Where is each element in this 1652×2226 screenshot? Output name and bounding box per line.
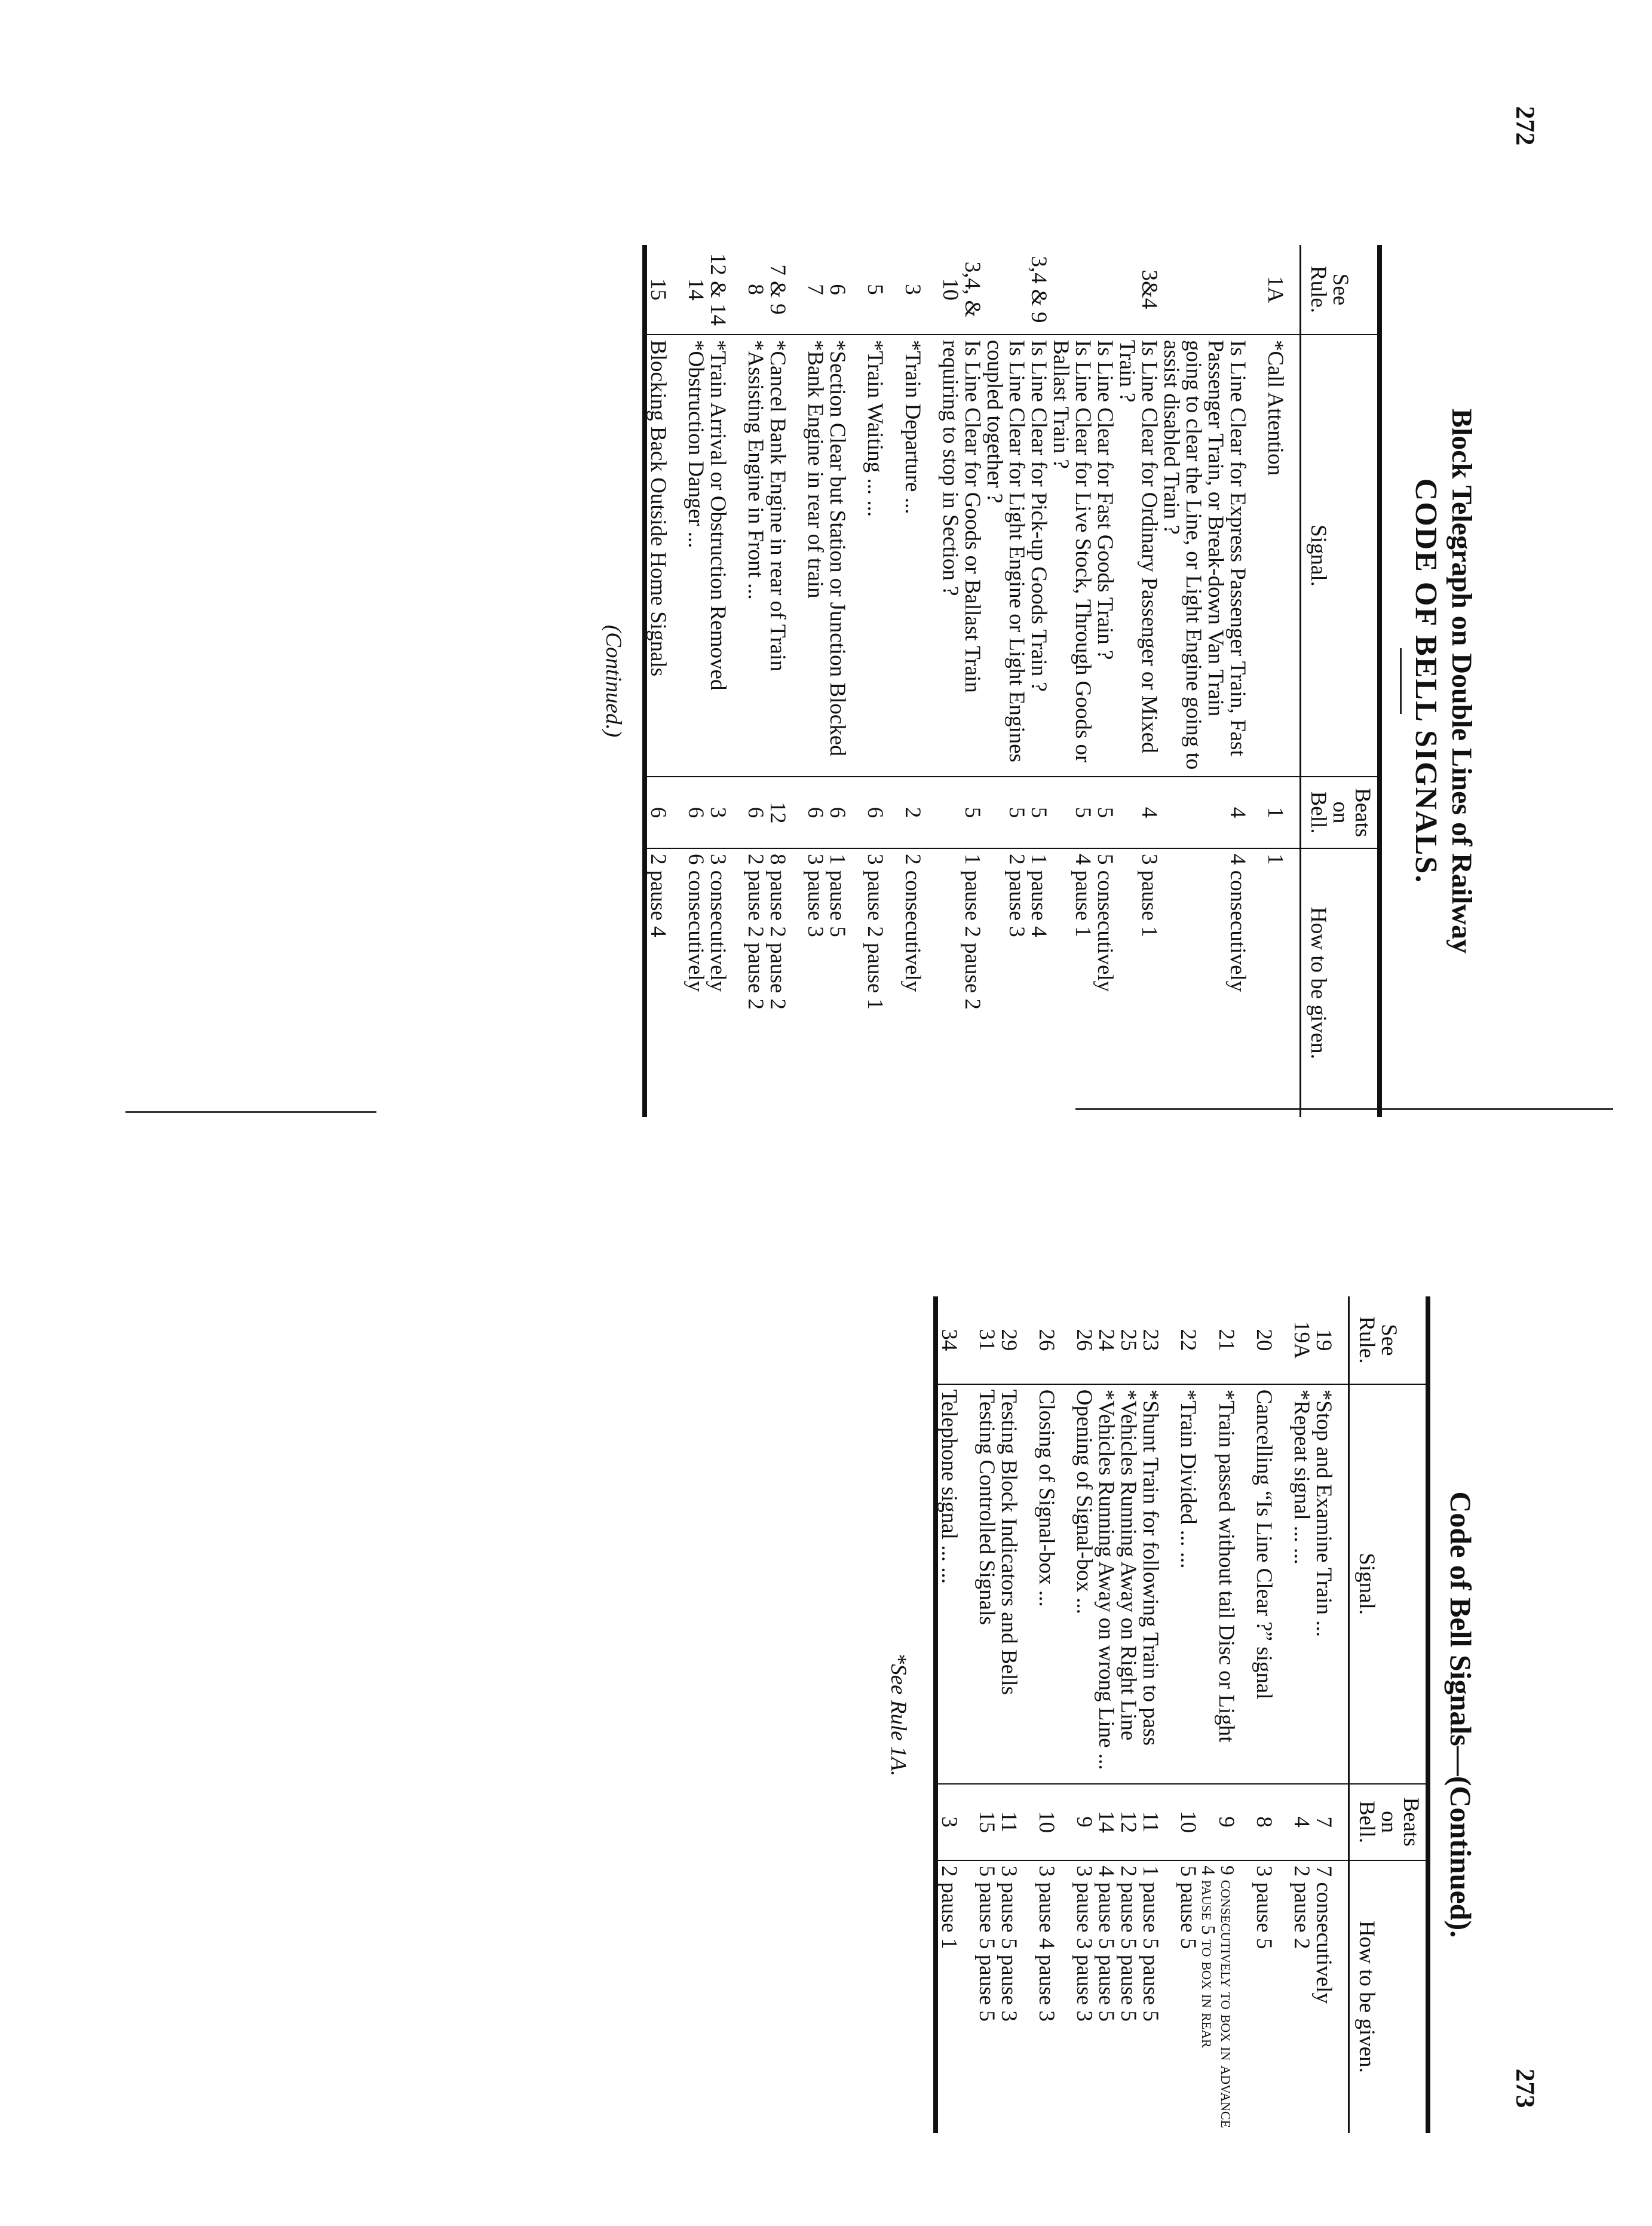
row-how: 1 <box>1263 854 1288 865</box>
table-row <box>902 245 939 1117</box>
row-signal: *Assisting Engine in Front ... <box>744 335 767 777</box>
table-row <box>1160 245 1264 1117</box>
table-header-row <box>1349 1296 1429 2133</box>
row-rule: 22 <box>1176 1329 1200 1351</box>
table-row <box>1199 1296 1253 2133</box>
row-beats: 3 <box>707 777 744 848</box>
title-divider <box>1400 648 1402 714</box>
row-how: 3 pause 3 pause 3 <box>1072 1865 1096 2022</box>
row-how: 2 pause 3 <box>1004 854 1029 937</box>
table-row <box>744 245 767 1117</box>
row-rule: 25 <box>1116 1329 1141 1351</box>
row-beats: 2 <box>902 777 939 848</box>
row-signal: *Train Arrival or Obstruction Removed <box>707 335 744 777</box>
header-signal: Signal. <box>1349 1384 1429 1784</box>
row-rule: 19A <box>1289 1321 1314 1359</box>
row-beats: 1 <box>1264 777 1301 848</box>
row-beats: 14 <box>1095 1784 1117 1860</box>
row-signal: Is Line Clear for Live Stock, Through Goods or Ballast Train ? <box>1050 335 1094 777</box>
row-how: 5 pause 5 <box>1176 1865 1200 1949</box>
row-how: 3 pause 2 pause 1 <box>863 854 887 1010</box>
header-how: How to be given. <box>1301 848 1380 1117</box>
row-signal: Telephone signal ... ... <box>936 1384 976 1784</box>
row-signal: Cancelling “Is Line Clear ?” signal <box>1253 1384 1291 1784</box>
row-beats: 6 <box>685 777 707 848</box>
row-rule: 14 <box>684 278 708 301</box>
row-beats: 15 <box>976 1784 998 1860</box>
row-beats: 4 <box>1160 777 1264 848</box>
row-how: 2 pause 4 <box>646 854 670 937</box>
table-row <box>1050 245 1094 1117</box>
row-how: 2 pause 2 <box>1289 1865 1314 1949</box>
row-rule: 26 <box>1034 1329 1059 1351</box>
row-rule: 7 & 9 <box>765 264 790 315</box>
row-signal: *Call Attention <box>1264 335 1301 777</box>
row-signal: *Vehicles Running Away on Right Line <box>1117 1384 1139 1784</box>
header-see-rule: See Rule. <box>1301 245 1380 335</box>
header-see-rule: See Rule. <box>1349 1296 1429 1384</box>
table-row <box>976 1296 998 2133</box>
row-beats: 6 <box>744 777 767 848</box>
row-rule: 3&4 <box>1137 269 1161 309</box>
table-header-row <box>1301 245 1380 1117</box>
row-rule: 29 <box>997 1329 1021 1351</box>
row-signal: Is Line Clear for Fast Goods Train ? <box>1094 335 1116 777</box>
row-how: 8 pause 2 pause 2 <box>765 854 790 1010</box>
header-beats: Beats on Bell. <box>1301 777 1380 848</box>
row-rule: 26 <box>1072 1329 1096 1351</box>
row-signal: *Section Clear but Station or Junction Blocked <box>826 335 864 777</box>
row-rule: 20 <box>1252 1329 1276 1351</box>
row-how: 4 consecutively <box>1225 854 1250 992</box>
row-beats: 3 <box>936 1784 976 1860</box>
table-row <box>1177 1296 1199 2133</box>
row-rule: 23 <box>1138 1329 1163 1351</box>
row-signal: *Cancel Bank Engine in rear of Train <box>767 335 804 777</box>
row-how: 2 pause 2 pause 2 <box>743 854 768 1010</box>
fold-mark <box>125 1111 376 1113</box>
row-signal: Is Line Clear for Goods or Ballast Train requiring to stop in Section ? <box>939 335 983 777</box>
row-beats: 12 <box>767 777 804 848</box>
table-row <box>804 245 826 1117</box>
row-how: 4 pause 1 <box>1071 854 1095 937</box>
row-signal: Is Line Clear for Pick-up Goods Train ? <box>1028 335 1050 777</box>
row-rule: 15 <box>646 278 670 301</box>
row-beats: 10 <box>1177 1784 1199 1860</box>
row-signal: *Train Divided ... ... <box>1177 1384 1199 1784</box>
table-row <box>1253 1296 1291 2133</box>
table-row <box>864 245 902 1117</box>
row-signal: Testing Controlled Signals <box>976 1384 998 1784</box>
row-how: 7 consecutively <box>1311 1865 1336 2004</box>
table-row <box>1035 1296 1073 2133</box>
table-row <box>1094 245 1116 1117</box>
row-signal: *Obstruction Danger ... <box>685 335 707 777</box>
table-row <box>1095 1296 1117 2133</box>
row-beats: 7 <box>1313 1784 1349 1860</box>
row-rule: 1A <box>1263 275 1288 303</box>
bell-signals-continued-table <box>933 1296 1430 2133</box>
page-title: Block Telegraph on Double Lines of Railway <box>1446 408 1478 954</box>
table-row <box>998 1296 1035 2133</box>
row-signal: Is Line Clear for Light Engine or Light Engines coupled together ? <box>983 335 1028 777</box>
row-beats: 5 <box>939 777 983 848</box>
page-title: Code of Bell Signals—(Continued). <box>1444 1491 1478 1938</box>
left-page-content <box>602 245 1476 1117</box>
row-beats: 11 <box>998 1784 1035 1860</box>
row-how: 5 consecutively <box>1093 854 1117 992</box>
table-row <box>1264 245 1301 1117</box>
header-signal: Signal. <box>1301 335 1380 777</box>
table-row <box>645 245 685 1117</box>
row-rule: 8 <box>743 284 768 295</box>
right-page-content <box>887 1296 1476 2133</box>
header-beats: Beats on Bell. <box>1349 1784 1429 1860</box>
row-signal: *Stop and Examine Train ... <box>1313 1384 1349 1784</box>
row-signal: *Shunt Train for following Train to pass <box>1139 1384 1177 1784</box>
row-how: 3 pause 3 <box>803 854 827 937</box>
row-beats: 8 <box>1253 1784 1291 1860</box>
row-beats: 6 <box>804 777 826 848</box>
table-row <box>826 245 864 1117</box>
row-rule: 31 <box>974 1329 999 1351</box>
row-rule: 7 <box>803 284 827 295</box>
row-beats: 4 <box>1291 1784 1313 1860</box>
row-rule: 21 <box>1214 1329 1239 1351</box>
row-how: 3 pause 5 pause 3 <box>997 1865 1021 2022</box>
row-rule: 5 <box>863 284 887 295</box>
row-rule <box>1160 245 1264 335</box>
row-beats: 9 <box>1073 1784 1095 1860</box>
row-signal: *Bank Engine in rear of train <box>804 335 826 777</box>
row-rule: 3 <box>900 284 925 295</box>
row-how: 5 pause 5 pause 5 <box>974 1865 999 2022</box>
table-row <box>939 245 983 1117</box>
table-row <box>936 1296 976 2133</box>
table-row <box>685 245 707 1117</box>
row-beats: 6 <box>645 777 685 848</box>
row-signal: *Train Waiting ... ... <box>864 335 902 777</box>
row-beats: 4 <box>1116 777 1160 848</box>
row-rule: 24 <box>1094 1329 1118 1351</box>
row-rule <box>1050 245 1094 335</box>
row-beats: 5 <box>983 777 1028 848</box>
row-how: 9 consecutively to box in advance <box>1217 1865 1239 2128</box>
table-row <box>1073 1296 1095 2133</box>
section-title: CODE OF BELL SIGNALS. <box>1409 478 1443 884</box>
row-how: 6 consecutively <box>684 854 708 992</box>
row-signal: Testing Block Indicators and Bells <box>998 1384 1035 1784</box>
row-rule: 3,4 & 9 <box>1026 256 1051 323</box>
table-row <box>1313 1296 1349 2133</box>
row-signal: Is Line Clear for Express Passenger Train, Fast Passenger Train, or Break-down Van Train going to clear the Line, or Light Engine going to assist disabled Train ? <box>1160 335 1264 777</box>
row-signal: *Repeat signal ... ... <box>1291 1384 1313 1784</box>
table-row <box>1117 1296 1139 2133</box>
row-how: 1 pause 2 pause 2 <box>960 854 985 1010</box>
row-how: 1 pause 5 <box>825 854 850 937</box>
table-row <box>983 245 1028 1117</box>
row-signal: Closing of Signal-box ... <box>1035 1384 1073 1784</box>
row-rule: 12 & 14 <box>706 253 730 326</box>
row-signal: *Train Departure ... <box>902 335 939 777</box>
row-how: 2 consecutively <box>900 854 925 992</box>
footnote: *See Rule 1A. <box>886 1652 911 1777</box>
table-row <box>1139 1296 1177 2133</box>
table-row <box>707 245 744 1117</box>
table-row <box>767 245 804 1117</box>
row-beats: 12 <box>1117 1784 1139 1860</box>
row-how-split <box>1199 1860 1253 2133</box>
row-how: 2 pause 5 pause 5 <box>1116 1865 1141 2022</box>
row-beats: 6 <box>826 777 864 848</box>
continued-note: (Continued.) <box>601 624 626 738</box>
row-how: 3 pause 4 pause 3 <box>1034 1865 1059 2022</box>
row-how: 1 pause 4 <box>1026 854 1051 937</box>
bell-signals-table <box>642 245 1382 1117</box>
row-how: 3 pause 1 <box>1137 854 1161 937</box>
table-row <box>1116 245 1160 1117</box>
row-beats: 5 <box>1050 777 1094 848</box>
row-how: 2 pause 1 <box>937 1865 961 1949</box>
row-signal: Blocking Back Outside Home Signals <box>645 335 685 777</box>
header-how: How to be given. <box>1349 1860 1429 2133</box>
row-signal: *Vehicles Running Away on wrong Line ... <box>1095 1384 1117 1784</box>
row-how-alt: 4 pause 5 to box in rear <box>1198 1865 1219 2048</box>
row-rule <box>1094 245 1116 335</box>
row-beats: 6 <box>864 777 902 848</box>
row-signal: Is Line Clear for Ordinary Passenger or Mixed Train ? <box>1116 335 1160 777</box>
row-how: 1 pause 5 pause 5 <box>1138 1865 1163 2022</box>
row-beats: 5 <box>1028 777 1050 848</box>
row-beats: 11 <box>1139 1784 1177 1860</box>
row-how: 3 consecutively <box>706 854 730 992</box>
row-rule: 6 <box>825 284 850 295</box>
row-rule <box>983 245 1028 335</box>
row-signal: Opening of Signal-box ... <box>1073 1384 1095 1784</box>
row-signal: *Train passed without tail Disc or Light <box>1199 1384 1253 1784</box>
row-beats: 5 <box>1094 777 1116 848</box>
page-number-left: 272 <box>1510 106 1540 146</box>
page-number-right: 273 <box>1510 2068 1540 2108</box>
table-row <box>1028 245 1050 1117</box>
row-rule: 19 <box>1311 1329 1336 1351</box>
row-rule: 3,4, & 10 <box>938 261 985 318</box>
row-beats: 10 <box>1035 1784 1073 1860</box>
table-row <box>1291 1296 1313 2133</box>
row-how: 4 pause 5 pause 5 <box>1094 1865 1118 2022</box>
row-rule: 34 <box>937 1329 961 1351</box>
row-beats: 9 <box>1199 1784 1253 1860</box>
row-how: 3 pause 5 <box>1252 1865 1276 1949</box>
